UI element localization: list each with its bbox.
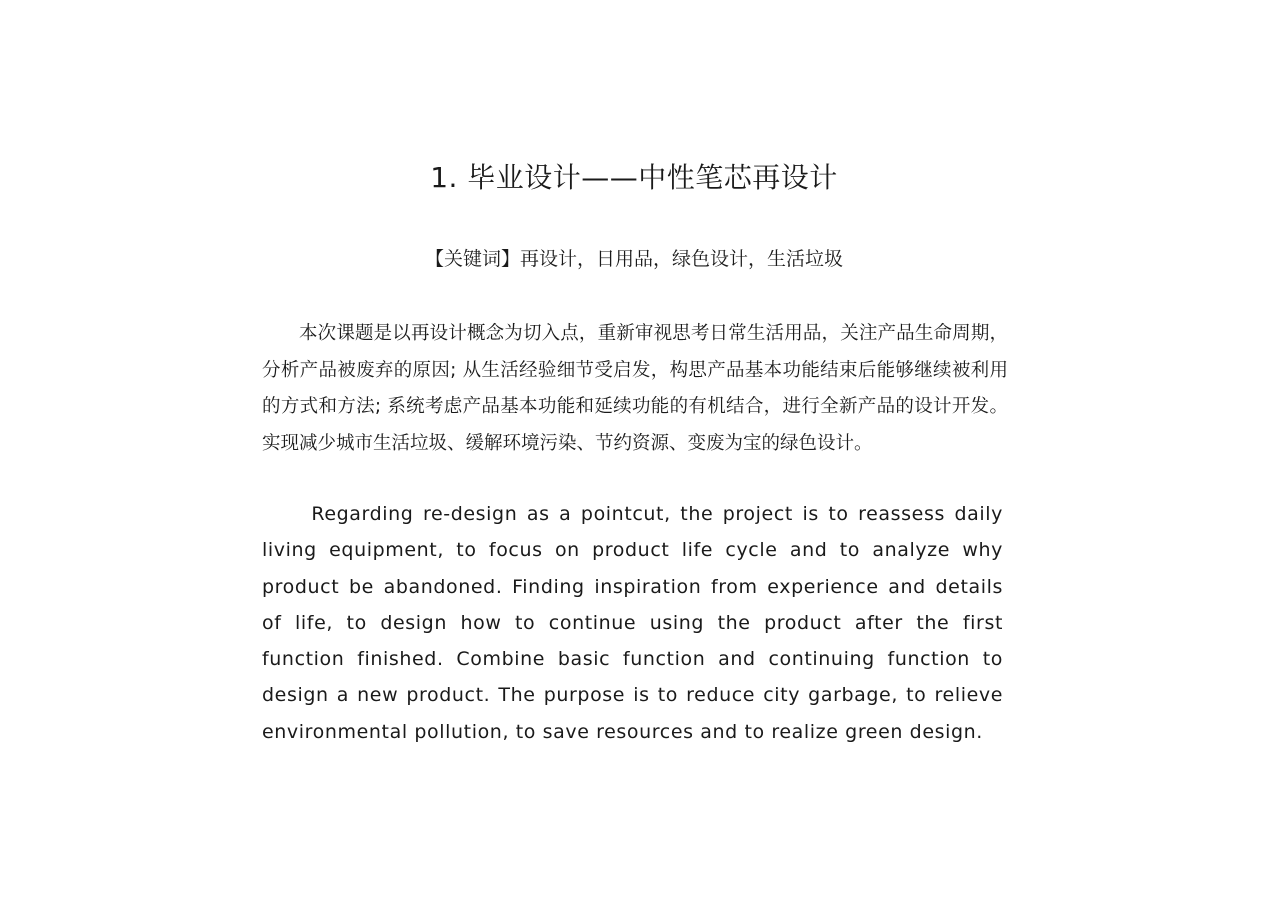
abstract-english: Regarding re-design as a pointcut, the project is to reassess daily living equipment, to focus on product life cycle and to analyze why product be abandoned. Finding inspiration from experience and details of life, to design how to continue using the product after the first function finished. Combine basic function and continuing function to design a new product. The purpose is to reduce city garbage, to relieve environmental pollution, to save resources and to realize green design. — [262, 503, 1003, 743]
page-title: 1. 毕业设计——中性笔芯再设计 — [430, 161, 838, 194]
abstract-chinese: 本次课题是以再设计概念为切入点，重新审视思考日常生活用品，关注产品生命周期，分析产品被废弃的原因; 从生活经验细节受启发，构思产品基本功能结束后能够继续被利用的方式和方法; 系统考虑产品基本功能和延续功能的有机结合，进行全新产品的设计开发。实现减少城市生活垃圾、缓解环境污染、节约资源、变废为宝的绿色设计。 — [262, 323, 1008, 454]
keywords-line: 【关键词】再设计，日用品，绿色设计，生活垃圾 — [424, 248, 843, 270]
